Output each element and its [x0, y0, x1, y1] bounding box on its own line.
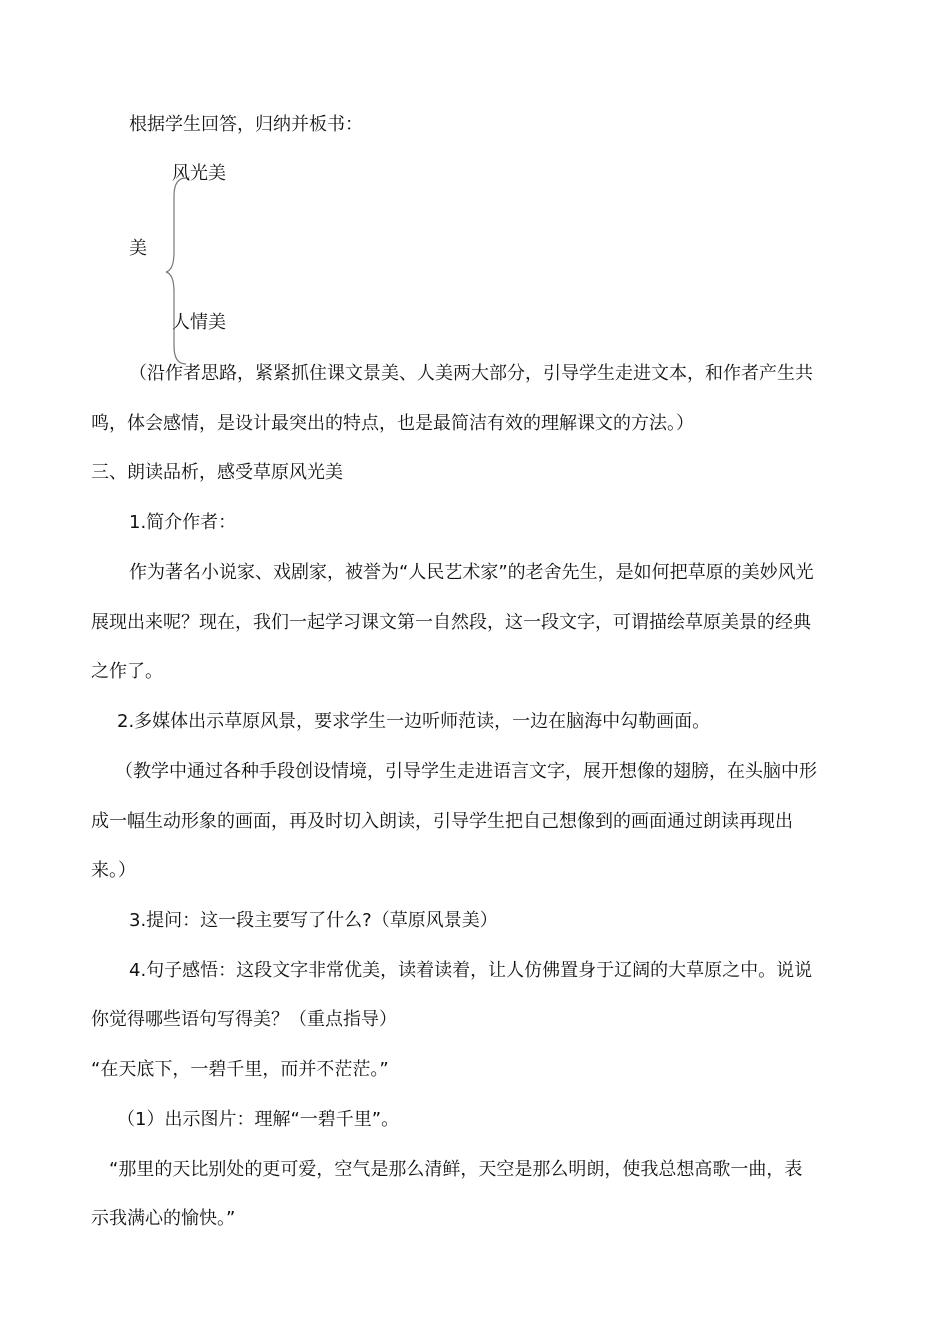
note2-line1: （教学中通过各种手段创设情境，引导学生走进语言文字，展开想像的翅膀，在头脑中形	[115, 761, 817, 782]
brace-icon	[164, 176, 194, 366]
section-heading: 三、朗读品析，感受草原风光美	[91, 462, 343, 483]
diagram-root-label: 美	[129, 238, 147, 259]
para1-line2: 展现出来呢？现在，我们一起学习课文第一自然段，这一段文字，可谓描绘草原美景的经典	[91, 612, 811, 633]
note2-line2: 成一幅生动形象的画面，再及时切入朗读，引导学生把自己想像到的画面通过朗读再现出	[91, 811, 793, 832]
note2-line3: 来。）	[91, 860, 136, 881]
note1-line2: 鸣，体会感情，是设计最突出的特点，也是最简洁有效的理解课文的方法。）	[91, 413, 694, 434]
quote2-line2: 示我满心的愉快。”	[91, 1208, 236, 1229]
para1-line3: 之作了。	[91, 661, 163, 682]
step4-line1: 4.句子感悟：这段文字非常优美，读着读着，让人仿佛置身于辽阔的大草原之中。说说	[129, 960, 813, 981]
para1-line1: 作为著名小说家、戏剧家，被誉为“人民艺术家”的老舍先生，是如何把草原的美妙风光	[129, 562, 814, 583]
step4-line2: 你觉得哪些语句写得美？（重点指导）	[91, 1009, 397, 1030]
quote2-line1: “那里的天比别处的更可爱，空气是那么清鲜，天空是那么明朗，使我总想高歌一曲，表	[109, 1159, 803, 1180]
diagram-top-label: 风光美	[172, 163, 226, 184]
quote1-line: “在天底下，一碧千里，而并不茫茫。”	[91, 1059, 389, 1080]
sub1-line: （1）出示图片：理解“一碧千里”。	[117, 1109, 400, 1130]
step3-line: 3.提问：这一段主要写了什么?（草原风景美）	[129, 910, 498, 931]
note1-line1: （沿作者思路，紧紧抓住课文景美、人美两大部分，引导学生走进文本，和作者产生共	[129, 363, 813, 384]
step1-heading: 1.简介作者：	[129, 512, 237, 533]
intro-line: 根据学生回答，归纳并板书：	[129, 114, 363, 135]
step2-line: 2.多媒体出示草原风景，要求学生一边听师范读，一边在脑海中勾勒画面。	[117, 711, 711, 732]
diagram-bottom-label: 人情美	[172, 312, 226, 333]
